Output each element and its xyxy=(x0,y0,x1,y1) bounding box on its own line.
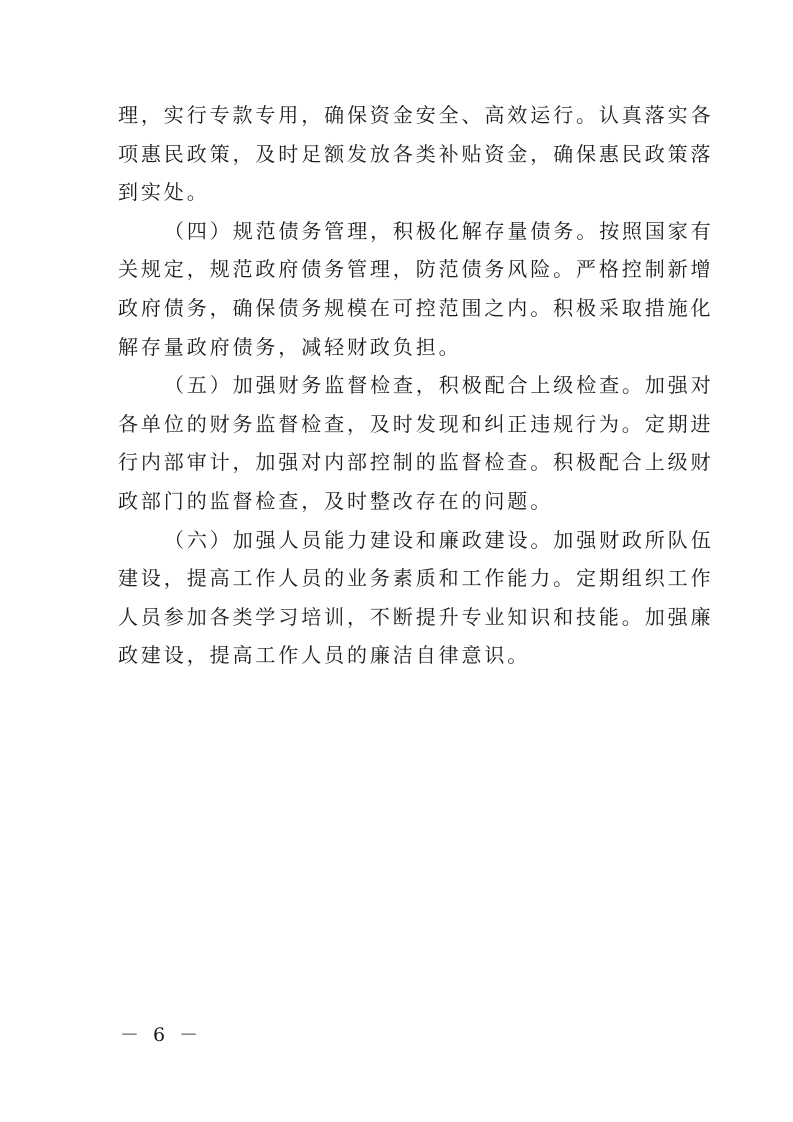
text-line: 建设，提高工作人员的业务素质和工作能力。定期组织工作 xyxy=(118,566,714,591)
page-number: － 6 － xyxy=(120,1024,203,1046)
paragraph-personnel-building xyxy=(118,521,714,675)
body-text xyxy=(118,96,714,675)
paragraph-financial-supervision xyxy=(118,366,714,520)
text-line: 解存量政府债务，减轻财政负担。 xyxy=(118,334,462,359)
text-line: 人员参加各类学习培训，不断提升专业知识和技能。加强廉 xyxy=(118,604,714,629)
text-line: 项惠民政策，及时足额发放各类补贴资金，确保惠民政策落 xyxy=(118,141,714,166)
text-line: 行内部审计，加强对内部控制的监督检查。积极配合上级财 xyxy=(118,450,714,475)
text-line: 理，实行专款专用，确保资金安全、高效运行。认真落实各 xyxy=(118,103,714,127)
paragraph-first-line: （六）加强人员能力建设和廉政建设。加强财政所队伍 xyxy=(164,527,714,552)
paragraph-first-line: （五）加强财务监督检查，积极配合上级检查。加强对 xyxy=(164,373,714,398)
text-line: 到实处。 xyxy=(118,180,210,205)
text-line: 政部门的监督检查，及时整改存在的问题。 xyxy=(118,488,554,513)
paragraph-continuation xyxy=(118,96,714,212)
paragraph-first-line: （四）规范债务管理，积极化解存量债务。按照国家有 xyxy=(164,218,714,243)
text-line: 政建设，提高工作人员的廉洁自律意识。 xyxy=(118,643,531,668)
paragraph-debt-management xyxy=(118,212,714,366)
text-line: 各单位的财务监督检查，及时发现和纠正违规行为。定期进 xyxy=(118,411,714,436)
text-line: 政府债务，确保债务规模在可控范围之内。积极采取措施化 xyxy=(118,295,714,320)
text-line: 关规定，规范政府债务管理，防范债务风险。严格控制新增 xyxy=(118,257,714,282)
